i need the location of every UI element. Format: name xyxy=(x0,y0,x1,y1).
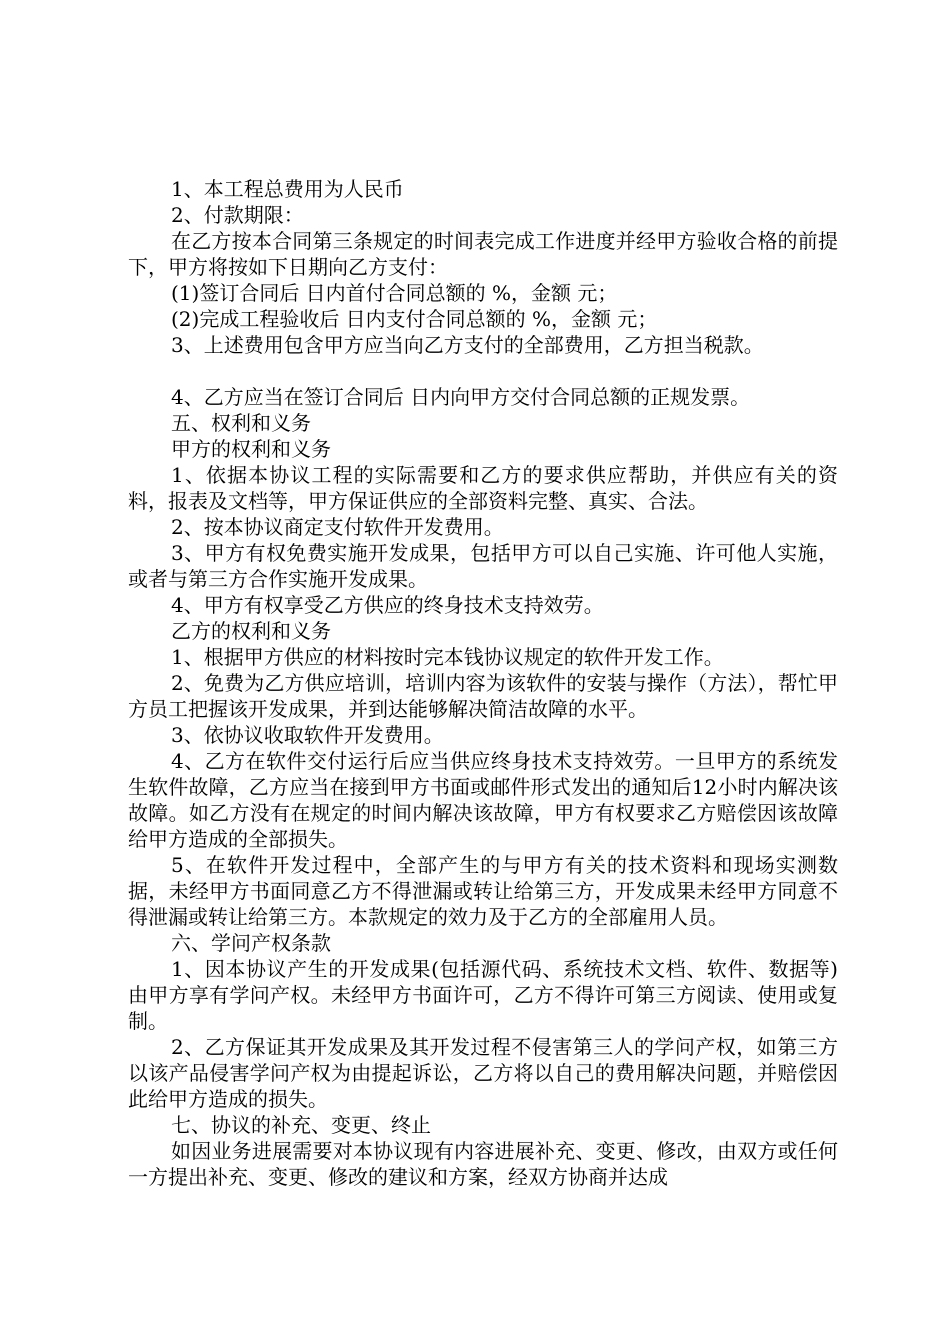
paragraph-amendment: 如因业务进展需要对本协议现有内容进展补充、变更、修改，由双方或任何一方提出补充、变更、修改的建议和方案，经双方协商并达成 xyxy=(128,1139,838,1189)
paragraph-a-4: 4、甲方有权享受乙方供应的终身技术支持效劳。 xyxy=(171,593,604,617)
paragraph-payment-term: 2、付款期限： xyxy=(171,203,304,227)
section-heading-amendment: 七、协议的补充、变更、终止 xyxy=(171,1113,431,1137)
paragraph-ip-2: 2、乙方保证其开发成果及其开发过程不侵害第三人的学问产权，如第三方以该产品侵害学问产权为由提起诉讼，乙方将以自己的费用解决问题，并赔偿因此给甲方造成的损失。 xyxy=(128,1035,838,1111)
subheading-party-a: 甲方的权利和义务 xyxy=(171,437,331,461)
paragraph-a-3: 3、甲方有权免费实施开发成果，包括甲方可以自己实施、许可他人实施，或者与第三方合作实施开发成果。 xyxy=(128,541,838,591)
paragraph-ip-1: 1、因本协议产生的开发成果(包括源代码、系统技术文档、软件、数据等)由甲方享有学问产权。未经甲方书面许可，乙方不得许可第三方阅读、使用或复制。 xyxy=(128,957,838,1033)
paragraph-b-1: 1、根据甲方供应的材料按时完本钱协议规定的软件开发工作。 xyxy=(171,645,724,669)
paragraph-a-1: 1、依据本协议工程的实际需要和乙方的要求供应帮助，并供应有关的资料，报表及文档等，甲方保证供应的全部资料完整、真实、合法。 xyxy=(128,463,838,513)
section-heading-ip: 六、学问产权条款 xyxy=(171,931,331,955)
document-body xyxy=(128,176,838,1190)
paragraph-first-payment: (1)签订合同后 日内首付合同总额的 %，金额 元； xyxy=(171,281,618,305)
section-heading-rights: 五、权利和义务 xyxy=(171,411,311,435)
subheading-party-b: 乙方的权利和义务 xyxy=(171,619,331,643)
paragraph-b-2: 2、免费为乙方供应培训，培训内容为该软件的安装与操作（方法），帮忙甲方员工把握该开发成果，并到达能够解决简洁故障的水平。 xyxy=(128,671,838,721)
paragraph-invoice: 4、乙方应当在签订合同后 日内向甲方交付合同总额的正规发票。 xyxy=(171,385,751,409)
paragraph-b-3: 3、依协议收取软件开发费用。 xyxy=(171,723,444,747)
paragraph-payment-condition: 在乙方按本合同第三条规定的时间表完成工作进度并经甲方验收合格的前提下，甲方将按如下日期向乙方支付： xyxy=(128,229,838,279)
paragraph-fee-scope: 3、上述费用包含甲方应当向乙方支付的全部费用，乙方担当税款。 xyxy=(171,333,764,357)
paragraph-b-5: 5、在软件开发过程中，全部产生的与甲方有关的技术资料和现场实测数据，未经甲方书面同意乙方不得泄漏或转让给第三方，开发成果未经甲方同意不得泄漏或转让给第三方。本款规定的效力及于乙方的全部雇用人员。 xyxy=(128,853,838,929)
paragraph-fee-total: 1、本工程总费用为人民币 xyxy=(171,177,404,201)
paragraph-b-4: 4、乙方在软件交付运行后应当供应终身技术支持效劳。一旦甲方的系统发生软件故障，乙方应当在接到甲方书面或邮件形式发出的通知后12小时内解决该故障。如乙方没有在规定的时间内解决该故障，甲方有权要求乙方赔偿因该故障给甲方造成的全部损失。 xyxy=(128,749,838,851)
paragraph-a-2: 2、按本协议商定支付软件开发费用。 xyxy=(171,515,504,539)
paragraph-final-payment: (2)完成工程验收后 日内支付合同总额的 %，金额 元； xyxy=(171,307,658,331)
